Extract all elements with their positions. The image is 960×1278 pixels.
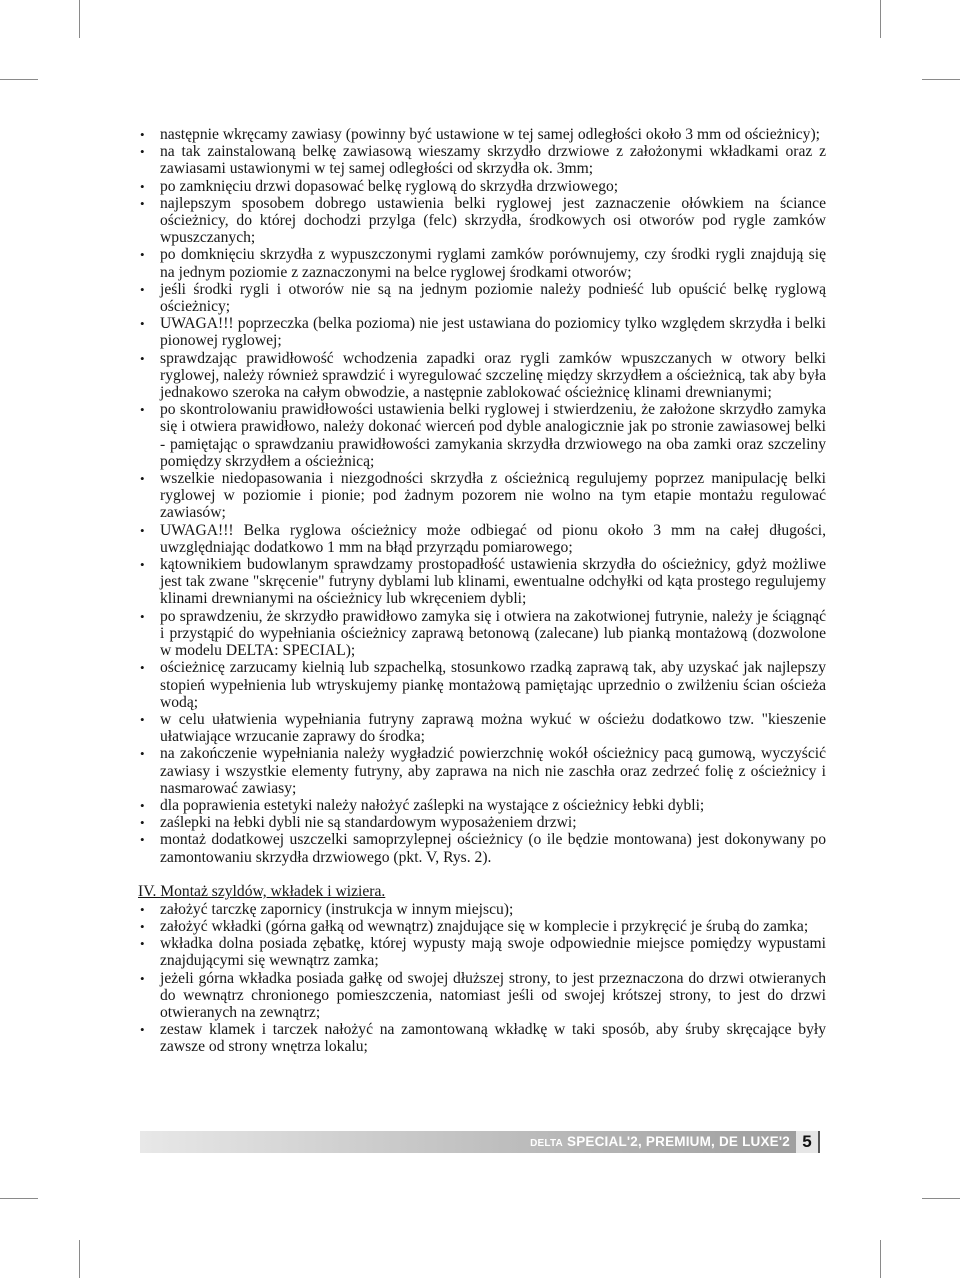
list-item-text: UWAGA!!! poprzeczka (belka pozioma) nie jest ustawiana do poziomicy tylko względem skrzydła i belki pionowej ryglowej; xyxy=(160,315,826,350)
bullet-icon: • xyxy=(140,522,145,538)
bullet-icon: • xyxy=(140,815,145,831)
list-item-text: zaślepki na łebki dybli nie są standardowym wyposażeniem drzwi; xyxy=(160,814,577,832)
list-item xyxy=(138,522,826,556)
list-item-text: najlepszym sposobem dobrego ustawienia belki ryglowej jest zaznaczenie ołówkiem na ściance ościeżnicy, do której dochodzi przylga (felc) skrzydła, środkowych osi otworów pod rygle zamków wpuszczanych; xyxy=(160,194,826,247)
list-item xyxy=(138,814,826,831)
list-item-text: po skontrolowaniu prawidłowości ustawienia belki ryglowej i stwierdzeniu, że założone skrzydło zamyka się i otwiera prawidłowo, należy dokonać wierceń pod dyble analogicznie jak po stronie zawiasowej belki - pamiętając o sprawdzaniu prawidłowości zamykania skrzydła drzwiowego na oba zamki oraz szczeliny pomiędzy skrzydłem a ościeżnicą; xyxy=(160,401,826,470)
list-item-text: zestaw klamek i tarczek nałożyć na zamontowaną wkładkę w taki sposób, aby śruby skręcające były zawsze od strony wnętrza lokalu; xyxy=(160,1021,826,1056)
list-item xyxy=(138,918,826,935)
bullet-icon: • xyxy=(140,970,145,986)
bullet-icon: • xyxy=(140,557,145,573)
list-item-text: na zakończenie wypełniania należy wygładzić powierzchnię wokół ościeżnicy pacą gumową, wyczyścić zawiasy i wszystkie elementy futryny, aby zaprawa na nich nie zaschła oraz zedrzeć folię z ościeżnicy i nasmarować zawiasy; xyxy=(160,745,826,797)
list-item-text: na tak zainstalowaną belkę zawiasową wieszamy skrzydło drzwiowe z założonymi wkładkami oraz z zawiasami ustawionymi w tej samej odległości od skrzydła ok. 3mm; xyxy=(160,143,826,178)
list-item xyxy=(138,195,826,247)
list-item xyxy=(138,970,826,1022)
bullet-icon: • xyxy=(140,247,145,263)
crop-mark xyxy=(880,0,881,38)
crop-mark xyxy=(0,79,38,80)
list-item-text: UWAGA!!! Belka ryglowa ościeżnicy może odbiegać od pionu około 3 mm na całej długości, uwzględniając dodatkowo 1 mm na błąd przyrządu pomiarowego; xyxy=(160,521,826,556)
bullet-icon: • xyxy=(140,350,145,366)
list-item-text: kątownikiem budowlanym sprawdzamy prostopadłość ustawienia skrzydła do ościeżnicy, gdyż możliwe jest tak zwane "skręcenie" futryny dyblami lub klinami, ewentualne odchyłki od kąta prostego regulujemy klinami drewnianymi na ościeżnicy lub wkręceniem dybli; xyxy=(160,556,826,608)
bullet-icon: • xyxy=(140,660,145,676)
list-item xyxy=(138,831,826,865)
list-item-text: założyć tarczkę zapornicy (instrukcja w innym miejscu); xyxy=(160,900,514,918)
list-item xyxy=(138,935,826,969)
list-item xyxy=(138,608,826,660)
footer-brand: DELTA xyxy=(530,1138,563,1149)
list-item-text: po domknięciu skrzydła z wypuszczonymi ryglami zamków porównujemy, czy środki rygli znajdują się na jednym poziomie z zaznaczonymi na belce ryglowej środkami otworów; xyxy=(160,246,826,281)
list-item-text: założyć wkładki (górna gałką od wewnątrz) znajdujące się w komplecie i przykręcić je śrubą do zamka; xyxy=(160,917,809,935)
section-heading: IV. Montaż szyldów, wkładek i wiziera. xyxy=(138,882,386,900)
list-item xyxy=(138,711,826,745)
bullet-icon: • xyxy=(140,608,145,624)
page-number: 5 xyxy=(796,1131,820,1153)
list-item xyxy=(138,1021,826,1055)
footer-title xyxy=(530,1134,790,1152)
bullet-icon: • xyxy=(140,281,145,297)
crop-mark xyxy=(0,1198,38,1199)
list-item xyxy=(138,659,826,711)
bullet-icon: • xyxy=(140,901,145,917)
bullet-icon: • xyxy=(140,918,145,934)
list-item xyxy=(138,178,826,195)
fittings-steps-list xyxy=(138,901,826,1056)
bullet-icon: • xyxy=(140,402,145,418)
list-item xyxy=(138,401,826,470)
list-item-text: ościeżnicę zarzucamy kielnią lub szpachelką, stosunkowo rzadką zaprawą tak, aby uzyskać jak najlepszy stopień wypełnienia lub wtryskujemy piankę montażową pamiętając uprzednio o zwilżeniu ścian ościeża wodą; xyxy=(160,659,826,711)
bullet-icon: • xyxy=(140,746,145,762)
list-item xyxy=(138,901,826,918)
list-item xyxy=(138,315,826,349)
footer-bar xyxy=(140,1131,820,1153)
crop-mark xyxy=(922,79,960,80)
bullet-icon: • xyxy=(140,178,145,194)
list-item-text: po sprawdzeniu, że skrzydło prawidłowo zamyka się i otwiera na zakotwionej futrynie, należy je ściągnąć i przystąpić do wypełniania ościeżnicy zaprawą betonową (zalecane) lub pianką montażową (dozwolone w modelu DELTA: SPECIAL); xyxy=(160,607,826,660)
bullet-icon: • xyxy=(140,936,145,952)
list-item-text: wkładka dolna posiada zębatkę, której wypusty mają swoje odpowiednie miejsce pomiędzy wypustami znajdującymi się wewnątrz zamka; xyxy=(160,935,826,970)
list-item xyxy=(138,143,826,177)
list-item-text: dla poprawienia estetyki należy nałożyć zaślepki na wystające z ościeżnicy łebki dybli; xyxy=(160,796,705,814)
list-item-text: po zamknięciu drzwi dopasować belkę ryglową do skrzydła drzwiowego; xyxy=(160,177,619,195)
crop-mark xyxy=(880,1240,881,1278)
list-item xyxy=(138,470,826,522)
page-content xyxy=(138,126,826,1056)
bullet-icon: • xyxy=(140,797,145,813)
list-item-text: jeżeli górna wkładka posiada gałkę od swojej dłuższej strony, to jest przeznaczona do drzwi otwieranych do wewnątrz chronionego pomieszczenia, natomiast jeśli od swojej krótszej strony, to jest do drzwi otwieranych na zewnątrz; xyxy=(160,969,826,1021)
crop-mark xyxy=(79,0,80,38)
list-item xyxy=(138,556,826,608)
list-item xyxy=(138,745,826,797)
bullet-icon: • xyxy=(140,144,145,160)
list-item xyxy=(138,246,826,280)
bullet-icon: • xyxy=(140,711,145,727)
crop-mark xyxy=(79,1240,80,1278)
list-item xyxy=(138,350,826,402)
crop-mark xyxy=(922,1198,960,1199)
bullet-icon: • xyxy=(140,316,145,332)
bullet-icon: • xyxy=(140,195,145,211)
footer-models: SPECIAL'2, PREMIUM, DE LUXE'2 xyxy=(566,1134,790,1149)
bullet-icon: • xyxy=(140,832,145,848)
bullet-icon: • xyxy=(140,127,145,142)
list-item-text: jeśli środki rygli i otworów nie są na jednym poziomie należy podnieść lub opuścić belkę ryglową ościeżnicy; xyxy=(160,280,826,316)
list-item xyxy=(138,281,826,315)
list-item-text: wszelkie niedopasowania i niezgodności skrzydła z ościeżnicą regulujemy poprzez manipulację belki ryglowej w poziomie i pionie; pod żadnym pozorem nie wolno na tym etapie montażu regulować zawiasów; xyxy=(160,470,826,522)
installation-steps-list xyxy=(138,126,826,866)
bullet-icon: • xyxy=(140,471,145,487)
list-item-text: montaż dodatkowej uszczelki samoprzylepnej ościeżnicy (o ile będzie montowana) jest dokonywany po zamontowaniu skrzydła drzwiowego (pkt. V, Rys. 2). xyxy=(160,831,826,866)
list-item-text: w celu ułatwienia wypełniania futryny zaprawą można wykuć w ościeżu dodatkowo tzw. "kieszenie ułatwiające wrzucanie zaprawy do środka; xyxy=(160,710,826,746)
list-item xyxy=(138,126,826,143)
list-item-text: następnie wkręcamy zawiasy (powinny być ustawione w tej samej odległości około 3 mm od ościeżnicy); xyxy=(160,126,820,143)
bullet-icon: • xyxy=(140,1022,145,1038)
list-item-text: sprawdzając prawidłowość wchodzenia zapadki oraz rygli zamków wpuszczanych w otwory belki ryglowej, należy również sprawdzić i wyregulować szczelinę między skrzydłem a ościeżnicą, tak aby była jednakowo szeroka na całym obwodzie, a następnie zablokować ościeżnicę klinami drewnianymi; xyxy=(160,349,826,402)
list-item xyxy=(138,797,826,814)
